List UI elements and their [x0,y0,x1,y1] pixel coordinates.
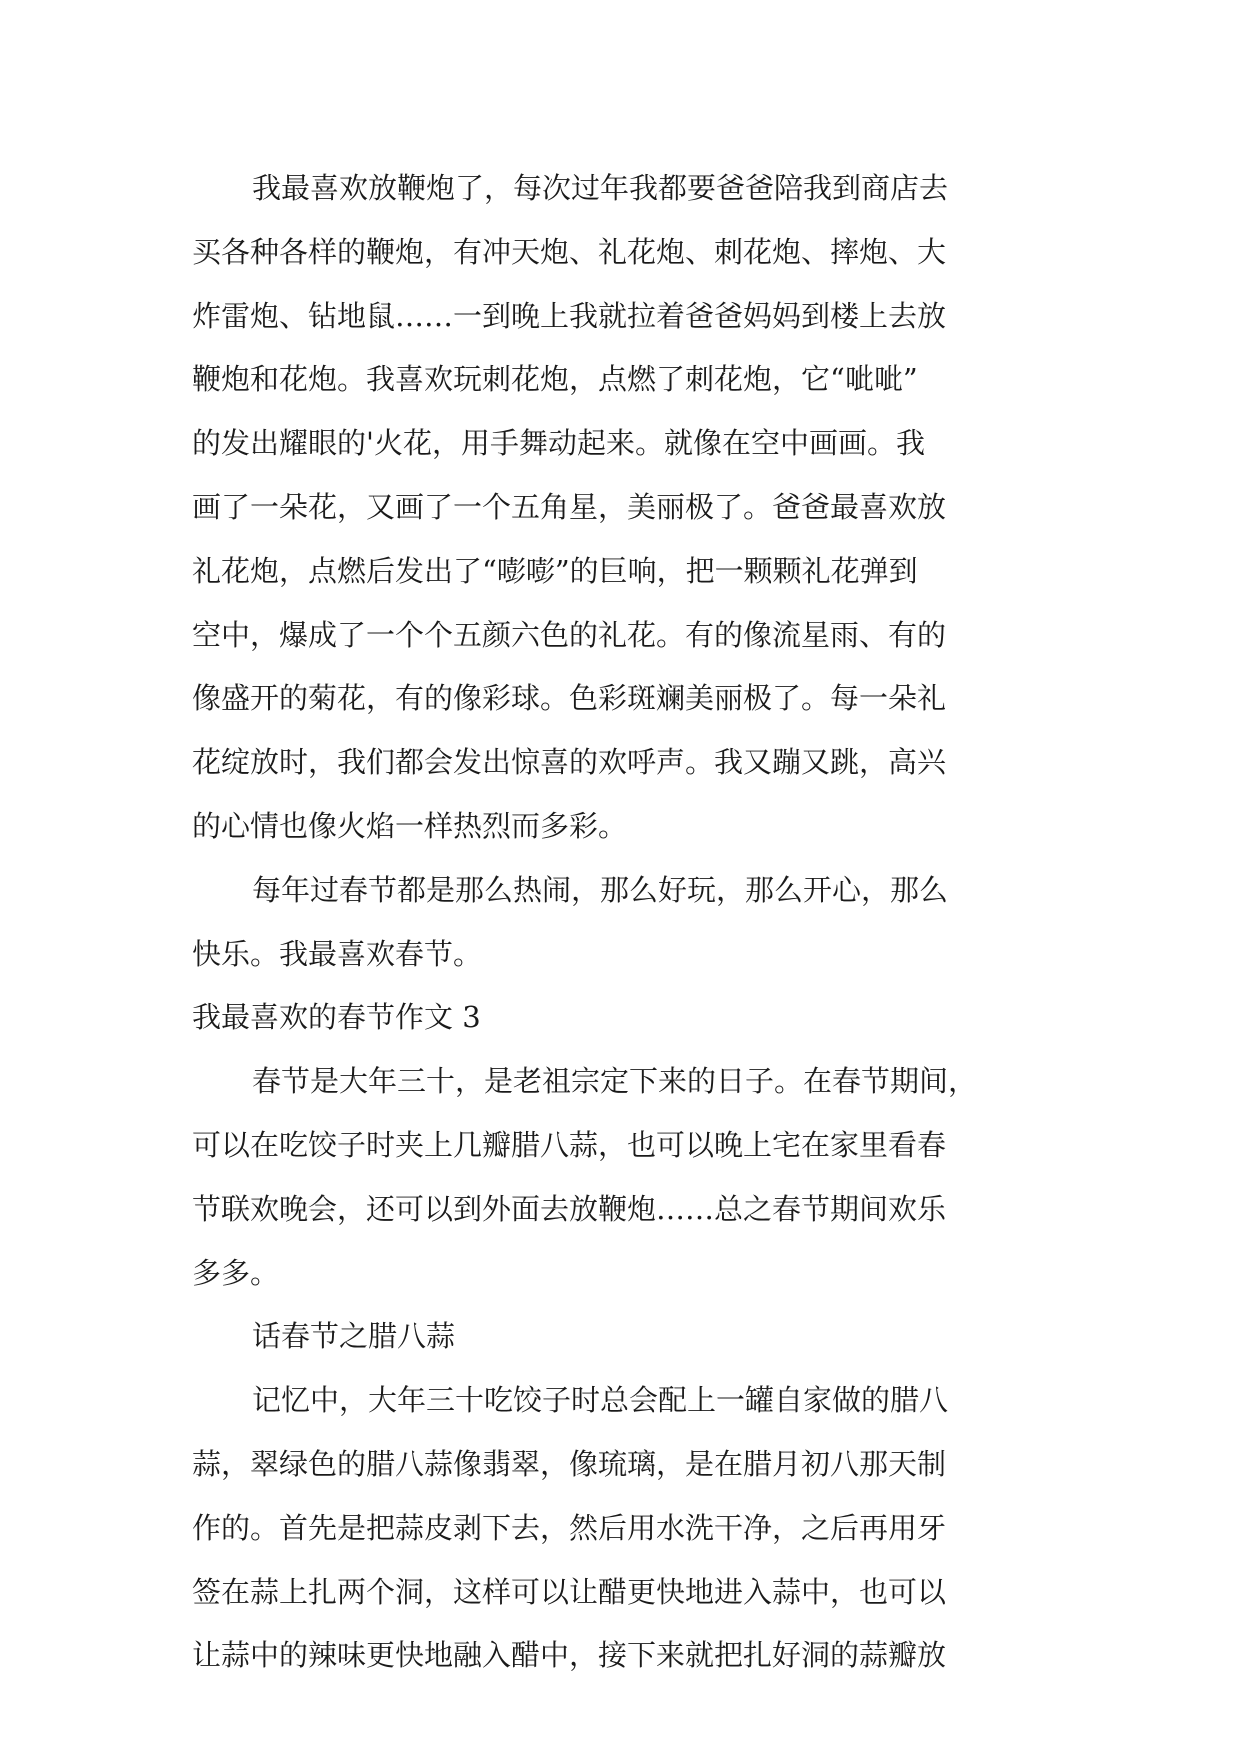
paragraph-line: 让蒜中的辣味更快地融入醋中，接下来就把扎好洞的蒜瓣放 [192,1638,947,1673]
paragraph-line: 节联欢晚会，还可以到外面去放鞭炮……总之春节期间欢乐 [192,1191,947,1226]
paragraph-line: 像盛开的菊花，有的像彩球。色彩斑斓美丽极了。每一朵礼 [192,681,947,716]
paragraph-line: 快乐。我最喜欢春节。 [192,936,483,971]
paragraph-line: 画了一朵花，又画了一个五角星，美丽极了。爸爸最喜欢放 [192,489,947,524]
document-body [192,157,1052,1688]
subsection-heading: 话春节之腊八蒜 [252,1319,456,1354]
paragraph-line: 春节是大年三十，是老祖宗定下来的日子。在春节期间， [252,1064,978,1099]
paragraph-line: 多多。 [192,1255,280,1290]
paragraph-line: 空中，爆成了一个个五颜六色的礼花。有的像流星雨、有的 [192,617,947,652]
paragraph-line: 签在蒜上扎两个洞，这样可以让醋更快地进入蒜中，也可以 [192,1574,947,1609]
paragraph-line: 炸雷炮、钻地鼠……一到晚上我就拉着爸爸妈妈到楼上去放 [192,298,947,333]
paragraph-line: 的发出耀眼的'火花，用手舞动起来。就像在空中画画。我 [192,426,925,461]
paragraph-line: 记忆中，大年三十吃饺子时总会配上一罐自家做的腊八 [252,1383,949,1418]
paragraph-line: 蒜，翠绿色的腊八蒜像翡翠，像琉璃，是在腊月初八那天制 [192,1446,947,1481]
paragraph-line: 可以在吃饺子时夹上几瓣腊八蒜，也可以晚上宅在家里看春 [192,1127,947,1162]
paragraph-line: 的心情也像火焰一样热烈而多彩。 [192,808,628,843]
paragraph-line: 鞭炮和花炮。我喜欢玩刺花炮，点燃了刺花炮，它“呲呲” [192,362,918,397]
paragraph-line: 礼花炮，点燃后发出了“嘭嘭”的巨响，把一颗颗礼花弹到 [192,553,918,588]
paragraph-line: 花绽放时，我们都会发出惊喜的欢呼声。我又蹦又跳，高兴 [192,745,947,780]
paragraph-line: 买各种各样的鞭炮，有冲天炮、礼花炮、刺花炮、摔炮、大 [192,234,947,269]
paragraph-line: 每年过春节都是那么热闹，那么好玩，那么开心，那么 [252,872,949,907]
paragraph-line: 作的。首先是把蒜皮剥下去，然后用水洗干净，之后再用牙 [192,1510,947,1545]
paragraph-line: 我最喜欢放鞭炮了，每次过年我都要爸爸陪我到商店去 [252,171,949,205]
section-heading: 我最喜欢的春节作文 3 [192,1000,481,1035]
